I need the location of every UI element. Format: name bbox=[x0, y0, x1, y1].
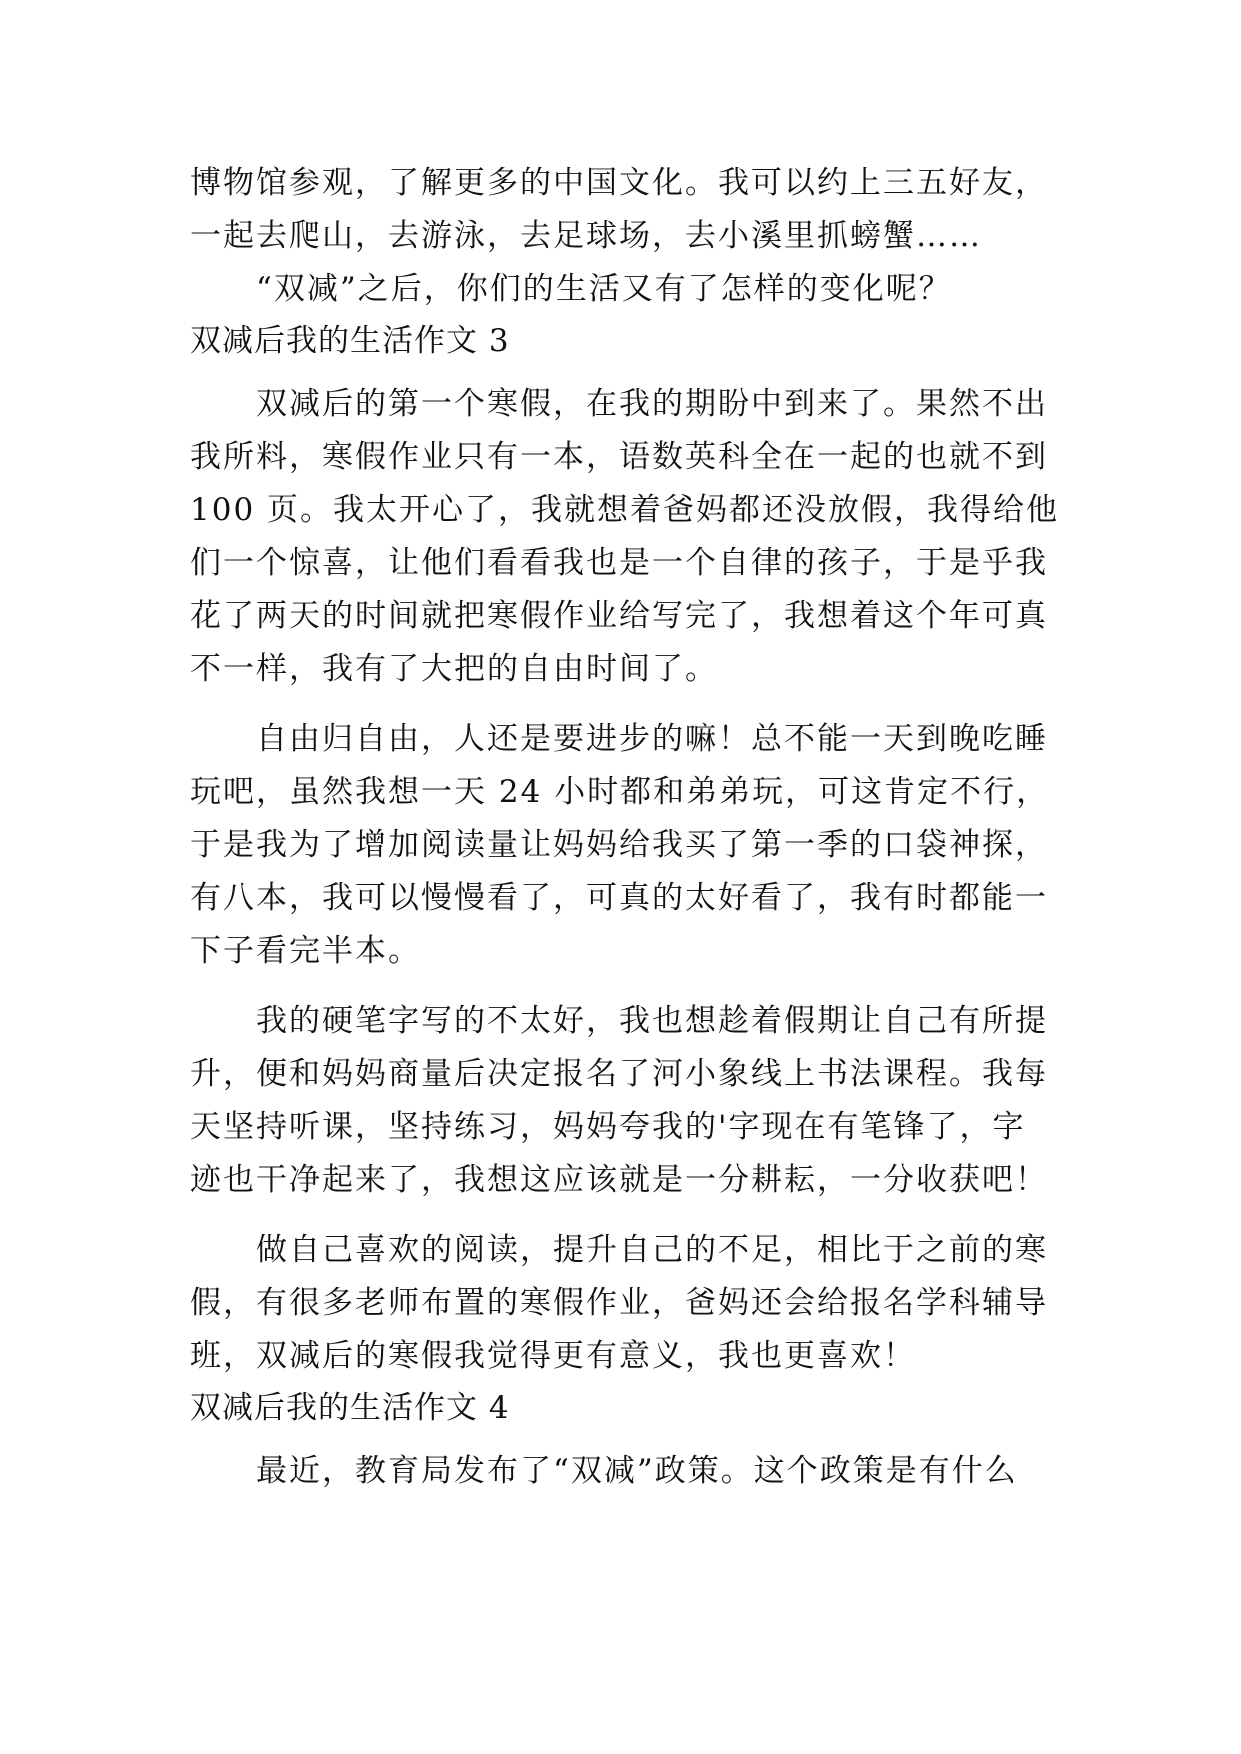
text-line: 班，双减后的寒假我觉得更有意义，我也更喜欢！ bbox=[190, 1338, 916, 1374]
text-line: 一起去爬山，去游泳，去足球场，去小溪里抓螃蟹…… bbox=[190, 218, 982, 254]
text-line: 升，便和妈妈商量后决定报名了河小象线上书法课程。我每 bbox=[190, 1056, 1048, 1092]
text-line: 不一样，我有了大把的自由时间了。 bbox=[190, 651, 718, 687]
text-line: 双减后的第一个寒假，在我的期盼中到来了。果然不出 bbox=[256, 386, 1048, 422]
text-line: 100 页。我太开心了，我就想着爸妈都还没放假，我得给他 bbox=[190, 492, 1060, 528]
text-line: 博物馆参观，了解更多的中国文化。我可以约上三五好友， bbox=[190, 165, 1048, 201]
document-body bbox=[190, 157, 1070, 1498]
text-line: 于是我为了增加阅读量让妈妈给我买了第一季的口袋神探， bbox=[190, 827, 1048, 863]
text-line: 最近，教育局发布了“双减”政策。这个政策是有什么 bbox=[256, 1453, 1018, 1489]
text-line: 自由归自由，人还是要进步的嘛！总不能一天到晚吃睡 bbox=[256, 721, 1048, 757]
text-line: 我所料，寒假作业只有一本，语数英科全在一起的也就不到 bbox=[190, 439, 1048, 475]
section-heading: 双减后我的生活作文 4 bbox=[190, 1390, 510, 1426]
text-line: 迹也干净起来了，我想这应该就是一分耕耘，一分收获吧！ bbox=[190, 1162, 1048, 1198]
text-line: “双减”之后，你们的生活又有了怎样的变化呢？ bbox=[256, 271, 952, 307]
text-line: 有八本，我可以慢慢看了，可真的太好看了，我有时都能一 bbox=[190, 880, 1048, 916]
text-line: 花了两天的时间就把寒假作业给写完了，我想着这个年可真 bbox=[190, 598, 1048, 634]
text-line: 下子看完半本。 bbox=[190, 933, 421, 969]
text-line: 天坚持听课，坚持练习，妈妈夸我的'字现在有笔锋了，字 bbox=[190, 1109, 1026, 1145]
text-line: 做自己喜欢的阅读，提升自己的不足，相比于之前的寒 bbox=[256, 1232, 1048, 1268]
section-heading: 双减后我的生活作文 3 bbox=[190, 323, 510, 359]
text-line: 我的硬笔字写的不太好，我也想趁着假期让自己有所提 bbox=[256, 1003, 1048, 1039]
text-line: 们一个惊喜，让他们看看我也是一个自律的孩子，于是乎我 bbox=[190, 545, 1048, 581]
text-line: 玩吧，虽然我想一天 24 小时都和弟弟玩，可这肯定不行， bbox=[190, 774, 1050, 810]
text-line: 假，有很多老师布置的寒假作业，爸妈还会给报名学科辅导 bbox=[190, 1285, 1048, 1321]
